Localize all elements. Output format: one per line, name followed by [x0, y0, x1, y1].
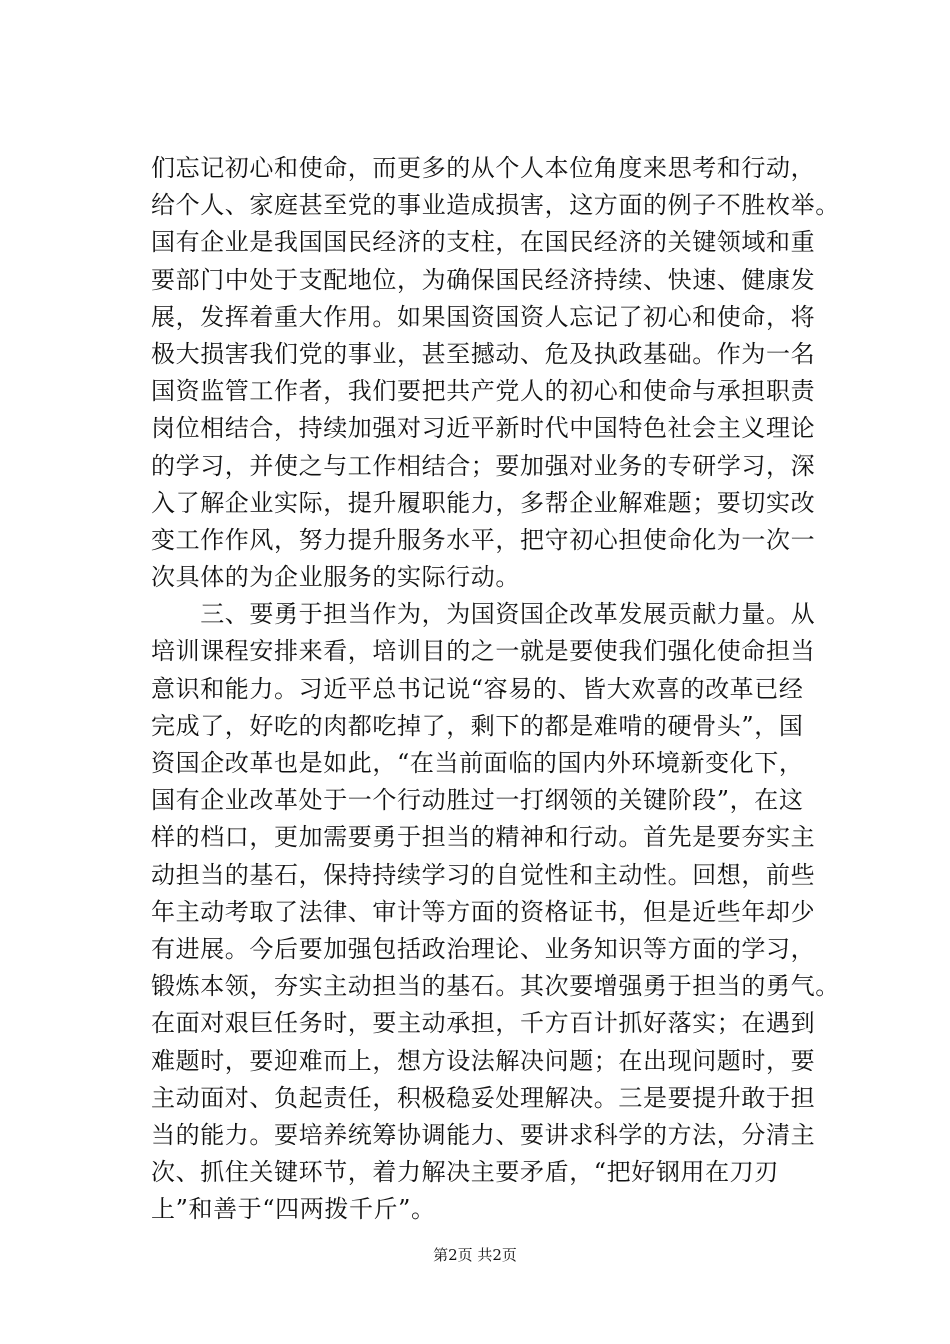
text-line: 国有企业改革处于一个行动胜过一打纲领的关键阶段”，在这 [151, 786, 804, 815]
text-line: 培训课程安排来看，培训目的之一就是要使我们强化使命担当 [151, 637, 816, 666]
text-line: 样的档口，更加需要勇于担当的精神和行动。首先是要夯实主 [151, 823, 816, 852]
text-line: 极大损害我们党的事业，甚至撼动、危及执政基础。作为一名 [151, 339, 816, 368]
text-line: 岗位相结合，持续加强对习近平新时代中国特色社会主义理论 [151, 414, 816, 443]
body-text [151, 150, 851, 1228]
text-line: 在面对艰巨任务时，要主动承担，千方百计抓好落实；在遇到 [151, 1009, 816, 1038]
text-line: 完成了，好吃的肉都吃掉了，剩下的都是难啃的硬骨头”，国 [151, 711, 804, 740]
text-line: 要部门中处于支配地位，为确保国民经济持续、快速、健康发 [151, 265, 816, 294]
text-line: 次具体的为企业服务的实际行动。 [151, 563, 520, 592]
text-line: 国有企业是我国国民经济的支柱，在国民经济的关键领域和重 [151, 228, 816, 257]
text-line: 有进展。今后要加强包括政治理论、业务知识等方面的学习， [151, 934, 816, 963]
text-line: 意识和能力。习近平总书记说“容易的、皆大欢喜的改革已经 [151, 674, 804, 703]
text-line: 当的能力。要培养统筹协调能力、要讲求科学的方法，分清主 [151, 1120, 816, 1149]
text-line: 锻炼本领，夯实主动担当的基石。其次要增强勇于担当的勇气。 [151, 972, 840, 1001]
text-line: 入了解企业实际，提升履职能力，多帮企业解难题；要切实改 [151, 488, 816, 517]
text-line: 主动面对、负起责任，积极稳妥处理解决。三是要提升敢于担 [151, 1083, 816, 1112]
text-line: 的学习，并使之与工作相结合；要加强对业务的专研学习，深 [151, 451, 816, 480]
text-line: 动担当的基石，保持持续学习的自觉性和主动性。回想，前些 [151, 860, 816, 889]
text-line: 展，发挥着重大作用。如果国资国资人忘记了初心和使命，将 [151, 302, 816, 331]
page-footer: 第2页 共2页 [433, 1246, 517, 1264]
text-line: 难题时，要迎难而上，想方设法解决问题；在出现问题时，要 [151, 1046, 816, 1075]
text-line: 给个人、家庭甚至党的事业造成损害，这方面的例子不胜枚举。 [151, 191, 840, 220]
text-line: 们忘记初心和使命，而更多的从个人本位角度来思考和行动， [151, 154, 816, 182]
text-line: 次、抓住关键环节，着力解决主要矛盾，“把好钢用在刀刃 [151, 1158, 779, 1187]
text-line: 年主动考取了法律、审计等方面的资格证书，但是近些年却少 [151, 897, 816, 926]
text-line: 资国企改革也是如此，“在当前面临的国内外环境新变化下， [151, 749, 804, 777]
text-line: 上”和善于“四两拨千斤”。 [151, 1195, 436, 1224]
text-line: 国资监管工作者，我们要把共产党人的初心和使命与承担职责 [151, 377, 816, 406]
text-line: 变工作作风，努力提升服务水平，把守初心担使命化为一次一 [151, 525, 816, 554]
text-line: 三、要勇于担当作为，为国资国企改革发展贡献力量。从 [151, 600, 816, 629]
